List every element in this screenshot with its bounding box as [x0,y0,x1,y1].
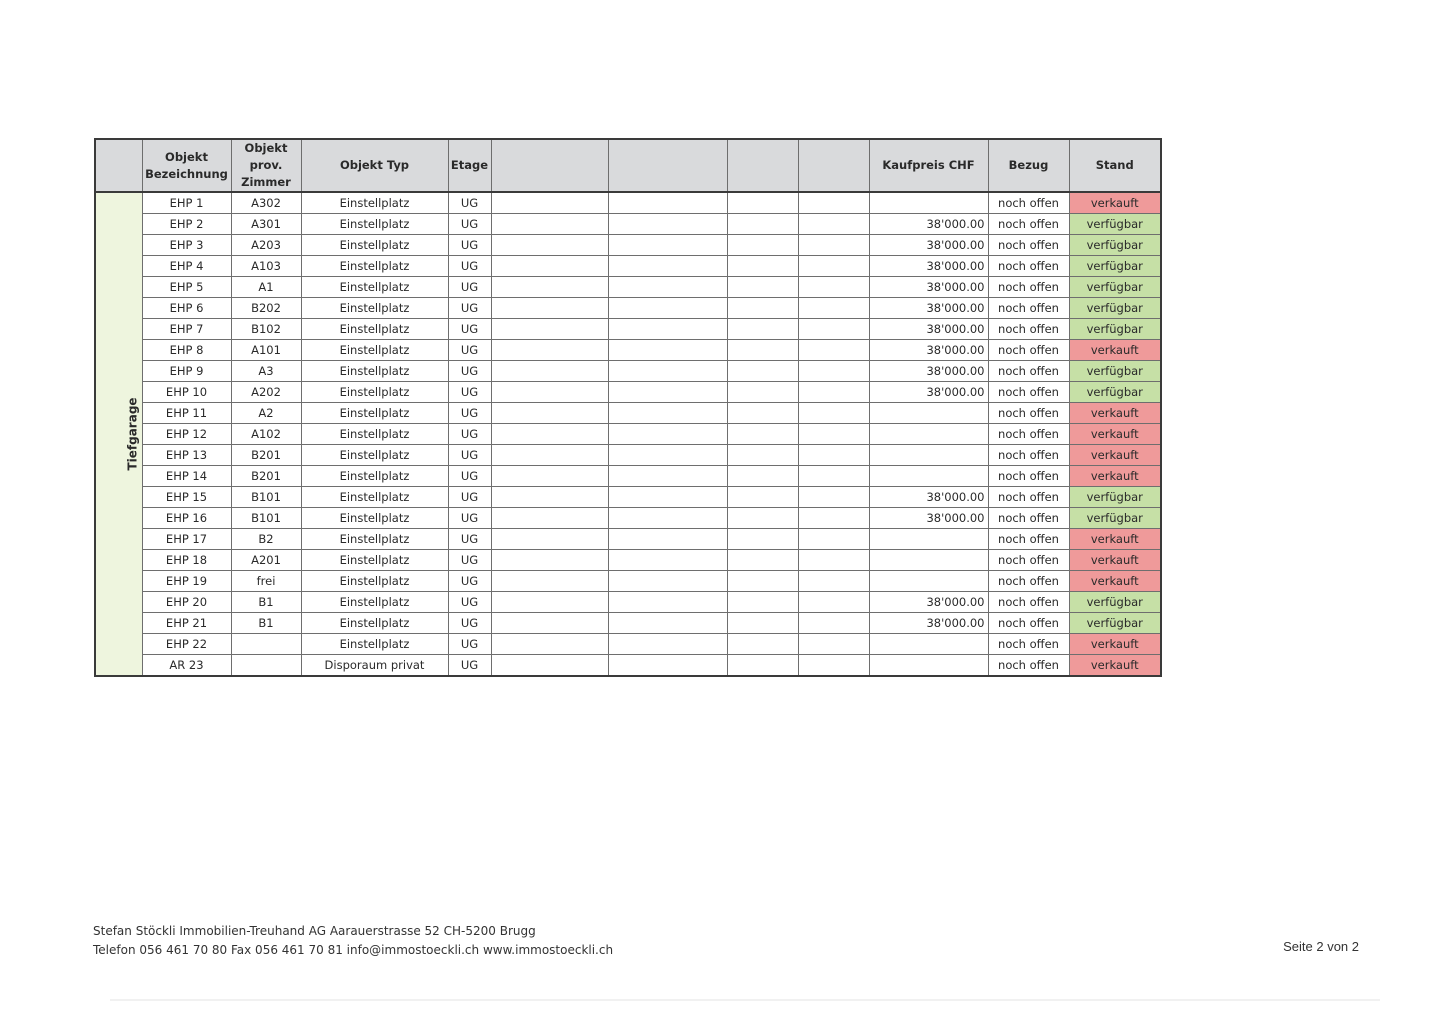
cell-kaufpreis: 38'000.00 [869,508,988,529]
table-row [95,192,1161,214]
table-row [95,529,1161,550]
cell-objekt-bezeichnung: EHP 19 [142,571,231,592]
cell-objekt-typ: Einstellplatz [301,634,448,655]
company-footer [93,922,613,960]
cell-blank-4 [798,382,869,403]
table-row [95,277,1161,298]
cell-stand: verkauft [1069,445,1161,466]
cell-blank-1 [491,613,608,634]
cell-blank-1 [491,382,608,403]
cell-bezug: noch offen [988,192,1069,214]
cell-blank-2 [608,634,727,655]
cell-objekt-bezeichnung: EHP 22 [142,634,231,655]
cell-etage: UG [448,655,491,677]
cell-blank-3 [727,256,798,277]
cell-etage: UG [448,424,491,445]
cell-bezug: noch offen [988,424,1069,445]
cell-objekt-typ: Einstellplatz [301,382,448,403]
cell-objekt-typ: Einstellplatz [301,424,448,445]
cell-etage: UG [448,592,491,613]
cell-etage: UG [448,466,491,487]
cell-blank-4 [798,508,869,529]
cell-kaufpreis [869,192,988,214]
cell-objekt-zimmer: B1 [231,592,301,613]
cell-stand: verfügbar [1069,298,1161,319]
cell-blank-3 [727,319,798,340]
cell-blank-2 [608,298,727,319]
cell-etage: UG [448,319,491,340]
cell-blank-2 [608,256,727,277]
cell-etage: UG [448,361,491,382]
cell-etage: UG [448,508,491,529]
cell-objekt-zimmer: A1 [231,277,301,298]
cell-objekt-zimmer: frei [231,571,301,592]
cell-blank-1 [491,235,608,256]
cell-blank-1 [491,340,608,361]
cell-objekt-zimmer [231,634,301,655]
cell-blank-3 [727,403,798,424]
table-row [95,571,1161,592]
cell-blank-4 [798,235,869,256]
table-body [95,192,1161,676]
cell-objekt-zimmer: A102 [231,424,301,445]
cell-objekt-zimmer: B102 [231,319,301,340]
cell-etage: UG [448,550,491,571]
cell-bezug: noch offen [988,361,1069,382]
cell-stand: verfügbar [1069,235,1161,256]
cell-blank-4 [798,529,869,550]
cell-objekt-zimmer: B101 [231,508,301,529]
cell-blank-4 [798,487,869,508]
cell-objekt-zimmer: B101 [231,487,301,508]
cell-kaufpreis [869,424,988,445]
cell-kaufpreis: 38'000.00 [869,277,988,298]
cell-objekt-typ: Einstellplatz [301,319,448,340]
table-row [95,655,1161,677]
cell-etage: UG [448,340,491,361]
cell-blank-3 [727,634,798,655]
cell-bezug: noch offen [988,403,1069,424]
cell-objekt-bezeichnung: EHP 17 [142,529,231,550]
cell-etage: UG [448,214,491,235]
cell-objekt-typ: Einstellplatz [301,256,448,277]
cell-etage: UG [448,613,491,634]
cell-objekt-bezeichnung: EHP 20 [142,592,231,613]
cell-objekt-typ: Einstellplatz [301,571,448,592]
cell-blank-3 [727,192,798,214]
table-row [95,319,1161,340]
cell-bezug: noch offen [988,634,1069,655]
cell-stand: verkauft [1069,550,1161,571]
cell-objekt-bezeichnung: EHP 6 [142,298,231,319]
cell-etage: UG [448,403,491,424]
cell-etage: UG [448,192,491,214]
header-blank-1 [491,139,608,192]
cell-objekt-bezeichnung: EHP 15 [142,487,231,508]
table-row [95,466,1161,487]
cell-stand: verfügbar [1069,487,1161,508]
cell-blank-2 [608,592,727,613]
cell-bezug: noch offen [988,571,1069,592]
cell-objekt-zimmer: A201 [231,550,301,571]
cell-blank-4 [798,571,869,592]
cell-objekt-typ: Einstellplatz [301,361,448,382]
cell-bezug: noch offen [988,214,1069,235]
cell-blank-4 [798,256,869,277]
cell-blank-1 [491,277,608,298]
group-label: Tiefgarage [125,397,140,471]
cell-bezug: noch offen [988,550,1069,571]
cell-objekt-typ: Einstellplatz [301,214,448,235]
cell-blank-3 [727,613,798,634]
cell-objekt-typ: Einstellplatz [301,592,448,613]
cell-objekt-bezeichnung: EHP 14 [142,466,231,487]
cell-blank-1 [491,508,608,529]
table-row [95,508,1161,529]
header-objekt-zimmer: Objekt prov. Zimmer [231,139,301,192]
group-cell [95,192,142,676]
table-row [95,613,1161,634]
cell-etage: UG [448,256,491,277]
table-row [95,235,1161,256]
cell-blank-4 [798,613,869,634]
cell-blank-1 [491,403,608,424]
cell-objekt-bezeichnung: EHP 2 [142,214,231,235]
cell-objekt-typ: Einstellplatz [301,466,448,487]
cell-objekt-zimmer: A202 [231,382,301,403]
cell-objekt-zimmer [231,655,301,677]
cell-etage: UG [448,571,491,592]
cell-bezug: noch offen [988,445,1069,466]
cell-blank-2 [608,235,727,256]
cell-blank-3 [727,487,798,508]
cell-blank-1 [491,214,608,235]
cell-kaufpreis: 38'000.00 [869,613,988,634]
cell-bezug: noch offen [988,235,1069,256]
cell-kaufpreis: 38'000.00 [869,256,988,277]
cell-blank-3 [727,340,798,361]
cell-blank-3 [727,655,798,677]
header-etage: Etage [448,139,491,192]
cell-objekt-typ: Einstellplatz [301,613,448,634]
cell-stand: verfügbar [1069,214,1161,235]
cell-blank-4 [798,592,869,613]
cell-blank-1 [491,298,608,319]
footer-contact: Telefon 056 461 70 80 Fax 056 461 70 81 info@immostoeckli.ch www.immostoeckli.ch [93,943,614,957]
cell-blank-3 [727,529,798,550]
page-number: Seite 2 von 2 [1283,939,1359,954]
cell-objekt-bezeichnung: EHP 9 [142,361,231,382]
cell-objekt-bezeichnung: AR 23 [142,655,231,677]
cell-objekt-typ: Einstellplatz [301,487,448,508]
cell-objekt-typ: Einstellplatz [301,529,448,550]
cell-objekt-typ: Einstellplatz [301,298,448,319]
cell-blank-1 [491,529,608,550]
cell-blank-4 [798,192,869,214]
cell-kaufpreis: 38'000.00 [869,382,988,403]
cell-blank-4 [798,466,869,487]
cell-objekt-zimmer: A203 [231,235,301,256]
table-row [95,403,1161,424]
cell-blank-2 [608,529,727,550]
cell-kaufpreis [869,655,988,677]
cell-stand: verkauft [1069,466,1161,487]
cell-objekt-bezeichnung: EHP 13 [142,445,231,466]
cell-etage: UG [448,634,491,655]
cell-blank-2 [608,403,727,424]
cell-blank-2 [608,277,727,298]
table-row [95,634,1161,655]
cell-objekt-zimmer: A103 [231,256,301,277]
cell-objekt-bezeichnung: EHP 4 [142,256,231,277]
cell-blank-2 [608,214,727,235]
cell-blank-2 [608,487,727,508]
header-objekt-bezeichnung: Objekt Bezeichnung [142,139,231,192]
cell-blank-2 [608,508,727,529]
cell-kaufpreis [869,466,988,487]
cell-kaufpreis [869,403,988,424]
cell-blank-2 [608,445,727,466]
cell-kaufpreis: 38'000.00 [869,319,988,340]
cell-blank-3 [727,361,798,382]
cell-objekt-bezeichnung: EHP 21 [142,613,231,634]
cell-bezug: noch offen [988,655,1069,677]
cell-bezug: noch offen [988,382,1069,403]
cell-blank-3 [727,445,798,466]
cell-objekt-typ: Disporaum privat [301,655,448,677]
cell-stand: verkauft [1069,655,1161,677]
header-objekt-typ: Objekt Typ [301,139,448,192]
cell-bezug: noch offen [988,277,1069,298]
header-group [95,139,142,192]
cell-etage: UG [448,235,491,256]
cell-stand: verfügbar [1069,382,1161,403]
cell-bezug: noch offen [988,256,1069,277]
cell-kaufpreis: 38'000.00 [869,340,988,361]
cell-etage: UG [448,529,491,550]
cell-etage: UG [448,487,491,508]
cell-blank-3 [727,214,798,235]
cell-blank-3 [727,424,798,445]
cell-bezug: noch offen [988,508,1069,529]
cell-blank-4 [798,634,869,655]
cell-objekt-bezeichnung: EHP 12 [142,424,231,445]
cell-blank-3 [727,235,798,256]
cell-blank-3 [727,277,798,298]
cell-bezug: noch offen [988,487,1069,508]
cell-objekt-bezeichnung: EHP 16 [142,508,231,529]
header-row [95,139,1161,192]
property-table [94,138,1162,677]
cell-blank-4 [798,445,869,466]
cell-stand: verkauft [1069,403,1161,424]
cell-objekt-typ: Einstellplatz [301,235,448,256]
cell-blank-2 [608,466,727,487]
cell-blank-1 [491,424,608,445]
cell-stand: verfügbar [1069,592,1161,613]
cell-objekt-bezeichnung: EHP 5 [142,277,231,298]
cell-blank-1 [491,256,608,277]
table-row [95,592,1161,613]
cell-etage: UG [448,382,491,403]
cell-objekt-typ: Einstellplatz [301,277,448,298]
cell-blank-4 [798,214,869,235]
cell-blank-4 [798,277,869,298]
cell-blank-2 [608,424,727,445]
cell-bezug: noch offen [988,298,1069,319]
cell-kaufpreis: 38'000.00 [869,592,988,613]
cell-kaufpreis: 38'000.00 [869,487,988,508]
cell-kaufpreis [869,634,988,655]
cell-stand: verfügbar [1069,319,1161,340]
cell-blank-1 [491,571,608,592]
cell-blank-1 [491,319,608,340]
cell-bezug: noch offen [988,466,1069,487]
cell-kaufpreis [869,550,988,571]
cell-blank-1 [491,550,608,571]
cell-blank-3 [727,298,798,319]
cell-blank-4 [798,340,869,361]
cell-blank-4 [798,319,869,340]
cell-blank-1 [491,634,608,655]
cell-objekt-zimmer: B1 [231,613,301,634]
cell-stand: verkauft [1069,529,1161,550]
cell-blank-2 [608,613,727,634]
cell-objekt-zimmer: B201 [231,445,301,466]
cell-objekt-zimmer: A301 [231,214,301,235]
header-blank-4 [798,139,869,192]
table-row [95,487,1161,508]
cell-kaufpreis [869,529,988,550]
cell-stand: verkauft [1069,634,1161,655]
cell-blank-4 [798,403,869,424]
cell-blank-3 [727,508,798,529]
table-row [95,424,1161,445]
cell-kaufpreis: 38'000.00 [869,298,988,319]
cell-blank-4 [798,550,869,571]
cell-objekt-bezeichnung: EHP 10 [142,382,231,403]
table-row [95,382,1161,403]
cell-stand: verfügbar [1069,256,1161,277]
header-bezug: Bezug [988,139,1069,192]
cell-objekt-bezeichnung: EHP 18 [142,550,231,571]
cell-stand: verfügbar [1069,361,1161,382]
cell-objekt-zimmer: A2 [231,403,301,424]
cell-bezug: noch offen [988,592,1069,613]
table-row [95,340,1161,361]
cell-objekt-typ: Einstellplatz [301,192,448,214]
cell-blank-1 [491,592,608,613]
cell-stand: verfügbar [1069,613,1161,634]
cell-objekt-bezeichnung: EHP 1 [142,192,231,214]
cell-blank-4 [798,655,869,677]
cell-blank-1 [491,466,608,487]
cell-blank-2 [608,319,727,340]
cell-stand: verkauft [1069,571,1161,592]
cell-blank-3 [727,571,798,592]
header-blank-3 [727,139,798,192]
cell-bezug: noch offen [988,613,1069,634]
table-row [95,361,1161,382]
cell-kaufpreis [869,445,988,466]
cell-blank-1 [491,361,608,382]
cell-stand: verkauft [1069,340,1161,361]
cell-etage: UG [448,445,491,466]
cell-bezug: noch offen [988,340,1069,361]
cell-blank-1 [491,487,608,508]
cell-objekt-bezeichnung: EHP 3 [142,235,231,256]
cell-objekt-typ: Einstellplatz [301,550,448,571]
cell-objekt-zimmer: B2 [231,529,301,550]
cell-blank-2 [608,571,727,592]
cell-kaufpreis [869,571,988,592]
cell-blank-2 [608,361,727,382]
cell-kaufpreis: 38'000.00 [869,361,988,382]
cell-blank-3 [727,466,798,487]
table-row [95,214,1161,235]
cell-kaufpreis: 38'000.00 [869,235,988,256]
table-row [95,550,1161,571]
cell-stand: verfügbar [1069,508,1161,529]
cell-etage: UG [448,298,491,319]
cell-blank-1 [491,445,608,466]
cell-blank-2 [608,382,727,403]
cell-objekt-zimmer: A3 [231,361,301,382]
cell-bezug: noch offen [988,529,1069,550]
cell-objekt-typ: Einstellplatz [301,508,448,529]
cell-blank-1 [491,655,608,677]
table-row [95,445,1161,466]
cell-stand: verkauft [1069,424,1161,445]
table-row [95,256,1161,277]
cell-objekt-typ: Einstellplatz [301,445,448,466]
cell-blank-2 [608,192,727,214]
cell-blank-1 [491,192,608,214]
cell-objekt-typ: Einstellplatz [301,340,448,361]
cell-blank-3 [727,592,798,613]
cell-stand: verkauft [1069,192,1161,214]
cell-objekt-zimmer: B202 [231,298,301,319]
cell-blank-2 [608,655,727,677]
cell-blank-4 [798,298,869,319]
cell-blank-3 [727,382,798,403]
cell-objekt-typ: Einstellplatz [301,403,448,424]
cell-blank-2 [608,340,727,361]
header-blank-2 [608,139,727,192]
cell-etage: UG [448,277,491,298]
cell-objekt-bezeichnung: EHP 7 [142,319,231,340]
cell-objekt-zimmer: A302 [231,192,301,214]
scan-artifact-line [110,999,1380,1001]
cell-kaufpreis: 38'000.00 [869,214,988,235]
cell-objekt-zimmer: A101 [231,340,301,361]
cell-objekt-zimmer: B201 [231,466,301,487]
header-stand: Stand [1069,139,1161,192]
cell-stand: verfügbar [1069,277,1161,298]
footer-address: Stefan Stöckli Immobilien-Treuhand AG Aarauerstrasse 52 CH-5200 Brugg [93,924,536,938]
cell-blank-2 [608,550,727,571]
cell-blank-4 [798,361,869,382]
header-kaufpreis: Kaufpreis CHF [869,139,988,192]
cell-blank-3 [727,550,798,571]
table-row [95,298,1161,319]
cell-blank-4 [798,424,869,445]
cell-objekt-bezeichnung: EHP 11 [142,403,231,424]
cell-objekt-bezeichnung: EHP 8 [142,340,231,361]
cell-bezug: noch offen [988,319,1069,340]
